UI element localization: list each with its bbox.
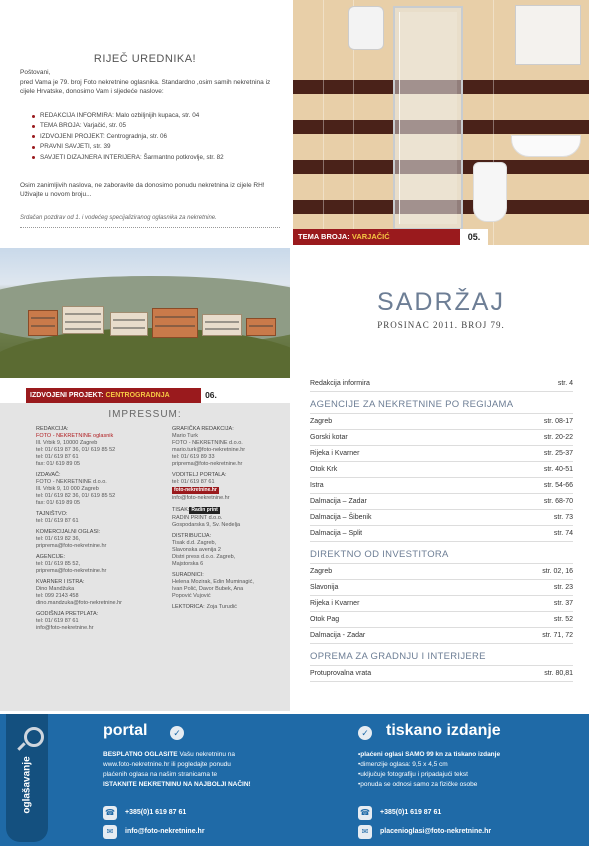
impressum-line: priprema@foto-nekretnine.hr bbox=[36, 568, 107, 574]
impressum-heading: AGENCIJE: bbox=[36, 554, 66, 560]
impressum-line: FOTO - NEKRETNINE d.o.o. bbox=[36, 479, 107, 485]
impressum-section bbox=[36, 472, 161, 507]
impressum-line: Helena Mozirak, Edin Muminagić, bbox=[172, 579, 254, 585]
contents-row bbox=[310, 446, 573, 462]
impressum-heading: GRAFIČKA REDAKCIJA: bbox=[172, 426, 234, 432]
impressum-line: tel: 01/ 619 87 61 bbox=[36, 618, 79, 624]
feature-photo-page-number: 05. bbox=[460, 229, 488, 245]
impressum-heading: KOMERCIJALNI OGLASI: bbox=[36, 529, 101, 535]
portal-line: plaćenih oglasa na našim stranicama te bbox=[103, 771, 218, 778]
email-icon: ✉ bbox=[358, 825, 372, 839]
contents-row-page: str. 74 bbox=[553, 530, 573, 537]
portal-free-ad-emphasis: BESPLATNO OGLASITE bbox=[103, 751, 178, 758]
impressum-heading: GODIŠNJA PRETPLATA: bbox=[36, 611, 99, 617]
contents-row bbox=[310, 376, 573, 392]
portal-description bbox=[103, 750, 303, 790]
contents-row bbox=[310, 596, 573, 612]
impressum-line: tel: 01/ 619 87 36, 01/ 619 85 52 bbox=[36, 447, 116, 453]
contents-row bbox=[310, 462, 573, 478]
phone-icon: ☎ bbox=[358, 806, 372, 820]
impressum-line: fax: 01/ 619 89 05 bbox=[36, 500, 81, 506]
impressum-section bbox=[172, 604, 292, 611]
impressum-section bbox=[172, 506, 292, 529]
contents-row-label: Rijeka i Kvarner bbox=[310, 600, 360, 607]
contents-row-page: str. 52 bbox=[553, 616, 573, 623]
impressum-section bbox=[172, 572, 292, 600]
impressum-line: tel: 01/ 619 85 52, bbox=[36, 561, 81, 567]
portal-line: www.foto-nekretnine.hr ili pogledajte ponudu bbox=[103, 761, 231, 768]
print-edition-list bbox=[358, 750, 583, 790]
editorial-greeting: Poštovani, bbox=[20, 69, 51, 76]
impressum-line: FOTO - NEKRETNINE oglasnik bbox=[36, 433, 114, 439]
contents-row bbox=[310, 494, 573, 510]
caption-prefix: IZDVOJENI PROJEKT: bbox=[30, 392, 106, 399]
impressum-right-column bbox=[172, 426, 292, 615]
contents-row bbox=[310, 414, 573, 430]
editorial-list-item: REDAKCIJA INFORMIRA: Malo ozbiljnijih kupaca, str. 04 bbox=[32, 112, 282, 122]
shower-door-image bbox=[399, 12, 457, 224]
svg-text:oglašavanje: oglašavanje bbox=[21, 756, 33, 814]
impressum-line: tel: 01/ 619 89 33 bbox=[172, 454, 215, 460]
impressum-line: tel: 01/ 619 82 36, 01/ 619 85 52 bbox=[36, 493, 116, 499]
contents-row-label: Rijeka i Kvarner bbox=[310, 450, 360, 457]
impressum-line: dino.mandzuka@foto-nekretnine.hr bbox=[36, 600, 122, 606]
contents-section-heading: AGENCIJE ZA NEKRETNINE PO REGIJAMA bbox=[310, 392, 573, 414]
contents-row-label: Otok Pag bbox=[310, 616, 340, 623]
impressum-heading: KVARNER I ISTRA: bbox=[36, 579, 85, 585]
impressum-section bbox=[36, 579, 161, 607]
contents-row-label: Redakcija informira bbox=[310, 380, 370, 387]
impressum-line: tel: 01/ 619 87 61 bbox=[36, 454, 79, 460]
contents-row bbox=[310, 564, 573, 580]
printer-logo: Radin print bbox=[191, 507, 218, 513]
advertising-tab-label bbox=[1, 745, 53, 825]
portal-email-link[interactable]: info@foto-nekretnine.hr bbox=[125, 828, 205, 835]
sink-image bbox=[511, 135, 581, 157]
contents-row-label: Protuprovalna vrata bbox=[310, 670, 372, 677]
editorial-list-item: IZDVOJENI PROJEKT: Centrogradnja, str. 06 bbox=[32, 133, 282, 143]
editorial-list-item: PRAVNI SAVJETI, str. 39 bbox=[32, 143, 282, 153]
contents-row bbox=[310, 510, 573, 526]
impressum-line: Ivan Polić, Davor Bubek, Ana bbox=[172, 586, 244, 592]
contents-row-label: Zagreb bbox=[310, 418, 333, 425]
impressum-section bbox=[36, 511, 161, 525]
contents-section-heading: DIREKTNO OD INVESTITORA bbox=[310, 542, 573, 564]
impressum-line: Tisak d.d. Zagreb, bbox=[172, 540, 217, 546]
impressum-heading: TAJNIŠTVO: bbox=[36, 511, 68, 517]
contents-title: SADRŽAJ bbox=[377, 288, 505, 316]
project-photo bbox=[0, 248, 290, 378]
contents-row-page: str. 37 bbox=[553, 600, 573, 607]
contents-row-label: Dalmacija - Zadar bbox=[310, 632, 366, 639]
contents-row-page: str. 71, 72 bbox=[542, 632, 573, 639]
editorial-outro: Osim zanimljivih naslova, ne zaboravite da donosimo ponudu nekretnina iz cijele RH! Uživajte u novom broju... bbox=[20, 182, 265, 198]
impressum-line: Mario Turk bbox=[172, 433, 198, 439]
portal-title: portal bbox=[103, 722, 148, 739]
water-heater-image bbox=[348, 6, 384, 50]
impressum-heading: VODITELJ PORTALA: bbox=[172, 472, 227, 478]
impressum-line: Dino Mandžuka bbox=[36, 586, 75, 592]
print-phone[interactable]: +385(0)1 619 87 61 bbox=[380, 809, 442, 816]
contents-row-label: Otok Krk bbox=[310, 466, 338, 473]
contents-row-page: str. 73 bbox=[553, 514, 573, 521]
impressum-line: tel: 01/ 619 87 61 bbox=[172, 479, 215, 485]
building-image bbox=[202, 314, 242, 336]
impressum-section bbox=[172, 533, 292, 568]
impressum-left-column bbox=[36, 426, 161, 636]
contents-row-page: str. 25-37 bbox=[543, 450, 573, 457]
caption-name: CENTROGRADNJA bbox=[105, 392, 170, 399]
impressum-heading: IZDAVAČ: bbox=[36, 472, 61, 478]
building-image bbox=[62, 306, 104, 334]
impressum-line: Popović Vujović bbox=[172, 593, 211, 599]
impressum-section bbox=[172, 426, 292, 468]
impressum-line: Zoja Turudić bbox=[206, 604, 237, 610]
contents-row-page: str. 40-51 bbox=[543, 466, 573, 473]
impressum-heading: DISTRIBUCIJA: bbox=[172, 533, 212, 539]
building-image bbox=[28, 310, 58, 336]
impressum-line: tel: 099 2143 458 bbox=[36, 593, 79, 599]
editorial-list bbox=[32, 112, 282, 164]
impressum-heading: TISAK: bbox=[172, 507, 190, 513]
magnifier-icon bbox=[24, 727, 44, 747]
portal-line: Vašu nekretninu na bbox=[177, 751, 235, 758]
editorial-list-item: TEMA BROJA: Varjačić, str. 05 bbox=[32, 122, 282, 132]
contents-row-label: Dalmacija – Šibenik bbox=[310, 514, 372, 521]
contents-row-label: Zagreb bbox=[310, 568, 333, 575]
impressum-section bbox=[36, 611, 161, 632]
impressum-line: info@foto-nekretnine.hr bbox=[172, 495, 230, 501]
contents-row-page: str. 54-66 bbox=[543, 482, 573, 489]
check-icon: ✓ bbox=[358, 726, 372, 740]
building-image bbox=[110, 312, 148, 336]
contents-row-label: Dalmacija – Split bbox=[310, 530, 363, 537]
impressum-section bbox=[36, 426, 161, 468]
editorial-signoff: Srdačan pozdrav od 1. i vodećeg specijaliziranog oglasnika za nekretnine. bbox=[20, 215, 217, 221]
print-email-link[interactable]: placenioglasi@foto-nekretnine.hr bbox=[380, 828, 492, 835]
editorial-title: RIJEČ UREDNIKA! bbox=[93, 53, 197, 65]
check-icon: ✓ bbox=[170, 726, 184, 740]
contents-row-page: str. 20-22 bbox=[543, 434, 573, 441]
print-edition-item: • plaćeni oglasi SAMO 99 kn za tiskano izdanje bbox=[358, 750, 583, 760]
impressum-line: FOTO - NEKRETNINE d.o.o. bbox=[172, 440, 243, 446]
editorial-list-item: SAVJETI DIZAJNERA INTERIJERA: Šarmantno potkrovlje, str. 82 bbox=[32, 154, 282, 164]
caption-name: VARJAČIĆ bbox=[351, 232, 390, 241]
print-edition-title: tiskano izdanje bbox=[386, 722, 501, 739]
project-photo-page-number: 06. bbox=[201, 388, 221, 403]
feature-photo-caption bbox=[293, 229, 460, 245]
project-photo-caption bbox=[26, 388, 201, 403]
impressum-line: tel: 01/ 619 87 61 bbox=[36, 518, 79, 524]
feature-photo-bathroom bbox=[293, 0, 589, 245]
impressum-title: IMPRESSUM: bbox=[108, 409, 182, 420]
portal-cta: ISTAKNITE NEKRETNINU NA NAJBOLJI NAČIN! bbox=[103, 781, 251, 788]
contents-row-page: str. 68-70 bbox=[543, 498, 573, 505]
toilet-image bbox=[473, 162, 507, 222]
impressum-section bbox=[36, 529, 161, 550]
contents-row-label: Gorski kotar bbox=[310, 434, 348, 441]
building-image bbox=[246, 318, 276, 336]
impressum-line: mario.turk@foto-nekretnine.hr bbox=[172, 447, 246, 453]
impressum-line: Majstorska 6 bbox=[172, 561, 204, 567]
impressum-line: info@foto-nekretnine.hr bbox=[36, 625, 94, 631]
portal-phone[interactable]: +385(0)1 619 87 61 bbox=[125, 809, 187, 816]
impressum-line: Slavonska avenija 2 bbox=[172, 547, 221, 553]
contents-subtitle: PROSINAC 2011. BROJ 79. bbox=[377, 320, 505, 330]
impressum-line: tel: 01/ 619 82 36, bbox=[36, 536, 81, 542]
contents-row bbox=[310, 430, 573, 446]
phone-icon: ☎ bbox=[103, 806, 117, 820]
contents-row-page: str. 02, 16 bbox=[542, 568, 573, 575]
contents-row bbox=[310, 666, 573, 682]
impressum-line: Ill. Vrbik 9, 10 000 Zagreb bbox=[36, 486, 99, 492]
contents-row-page: str. 23 bbox=[553, 584, 573, 591]
print-edition-item: • ponuda se odnosi samo za fizičke osobe bbox=[358, 780, 583, 790]
contents-row bbox=[310, 478, 573, 494]
table-of-contents bbox=[310, 376, 573, 682]
impressum-line: fax: 01/ 619 89 05 bbox=[36, 461, 81, 467]
impressum-section bbox=[172, 472, 292, 502]
contents-row-page: str. 80,81 bbox=[544, 670, 573, 677]
mirror-cabinet-image bbox=[515, 5, 581, 65]
impressum-line: priprema@foto-nekretnine.hr bbox=[172, 461, 243, 467]
impressum-line: priprema@foto-nekretnine.hr bbox=[36, 543, 107, 549]
impressum-line: Distri press d.o.o. Zagreb, bbox=[172, 554, 236, 560]
impressum-heading: SURADNICI: bbox=[172, 572, 204, 578]
print-edition-item: • dimenzije oglasa: 9,5 x 4,5 cm bbox=[358, 760, 583, 770]
email-icon: ✉ bbox=[103, 825, 117, 839]
contents-row-label: Istra bbox=[310, 482, 324, 489]
contents-row bbox=[310, 580, 573, 596]
impressum-line: Ill. Vrbik 9, 10000 Zagreb bbox=[36, 440, 98, 446]
editorial-intro: pred Vama je 79. broj Foto nekretnine oglasnika. Standardno ,osim samih nekretnina iz cijele Hrvatske, donosimo Vam i sljedeće naslove: bbox=[20, 79, 271, 95]
contents-section-heading: OPREMA ZA GRADNJU I INTERIJERE bbox=[310, 644, 573, 666]
impressum-section bbox=[36, 554, 161, 575]
impressum-heading: LEKTORICA: bbox=[172, 604, 205, 610]
contents-row-page: str. 4 bbox=[557, 380, 573, 387]
building-image bbox=[152, 308, 198, 338]
portal-logo: foto-nekretnine.hr bbox=[174, 487, 217, 493]
contents-row-page: str. 08-17 bbox=[543, 418, 573, 425]
editorial-divider bbox=[20, 227, 280, 228]
tile-joint bbox=[323, 0, 324, 245]
impressum-heading: REDAKCIJA: bbox=[36, 426, 69, 432]
contents-row-label: Dalmacija – Zadar bbox=[310, 498, 367, 505]
contents-row-label: Slavonija bbox=[310, 584, 339, 591]
caption-prefix: TEMA BROJA: bbox=[298, 232, 352, 241]
print-edition-item: • uključuje fotografiju i pripadajući tekst bbox=[358, 770, 583, 780]
impressum-line: RADIN PRINT d.o.o. bbox=[172, 515, 223, 521]
contents-row bbox=[310, 526, 573, 542]
impressum-line: Gospodarska 9, Sv. Nedelja bbox=[172, 522, 241, 528]
contents-row bbox=[310, 612, 573, 628]
contents-row bbox=[310, 628, 573, 644]
